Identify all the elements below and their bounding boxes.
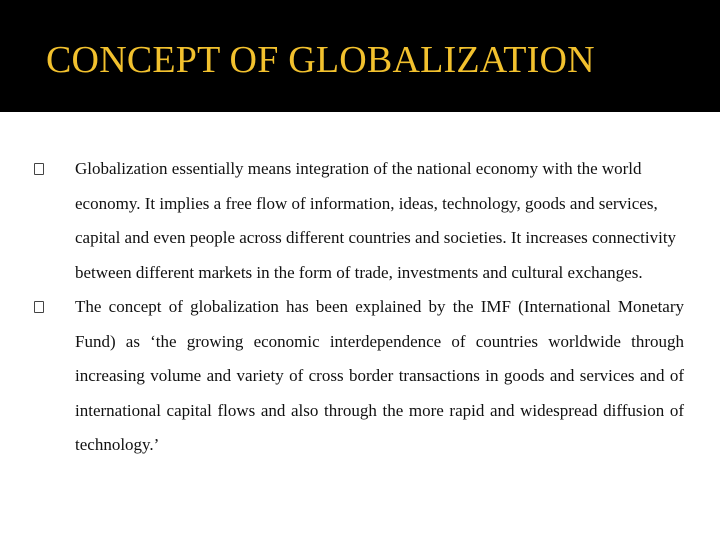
bullet-text: Globalization essentially means integration of the national economy with the world economy. It implies a free flow of information, ideas, technology, goods and services, capital and even people across different countries and societies. It increases connectivity between different markets in the form of trade, investments and cultural exchanges.: [75, 159, 677, 282]
bullet-item: [34, 290, 684, 463]
slide-title: CONCEPT OF GLOBALIZATION: [46, 39, 595, 81]
slide-content: [34, 152, 684, 463]
bullet-item: [34, 152, 684, 290]
square-bullet-icon: [34, 301, 44, 313]
title-bar: [0, 0, 720, 112]
bullet-text: The concept of globalization has been explained by the IMF (International Monetary Fund) as ‘the growing economic interdependence of countries worldwide through increasing volume and variety of cross border transactions in goods and services and of international capital flows and also through the more rapid and widespread diffusion of technology.’: [75, 297, 684, 454]
square-bullet-icon: [34, 163, 44, 175]
